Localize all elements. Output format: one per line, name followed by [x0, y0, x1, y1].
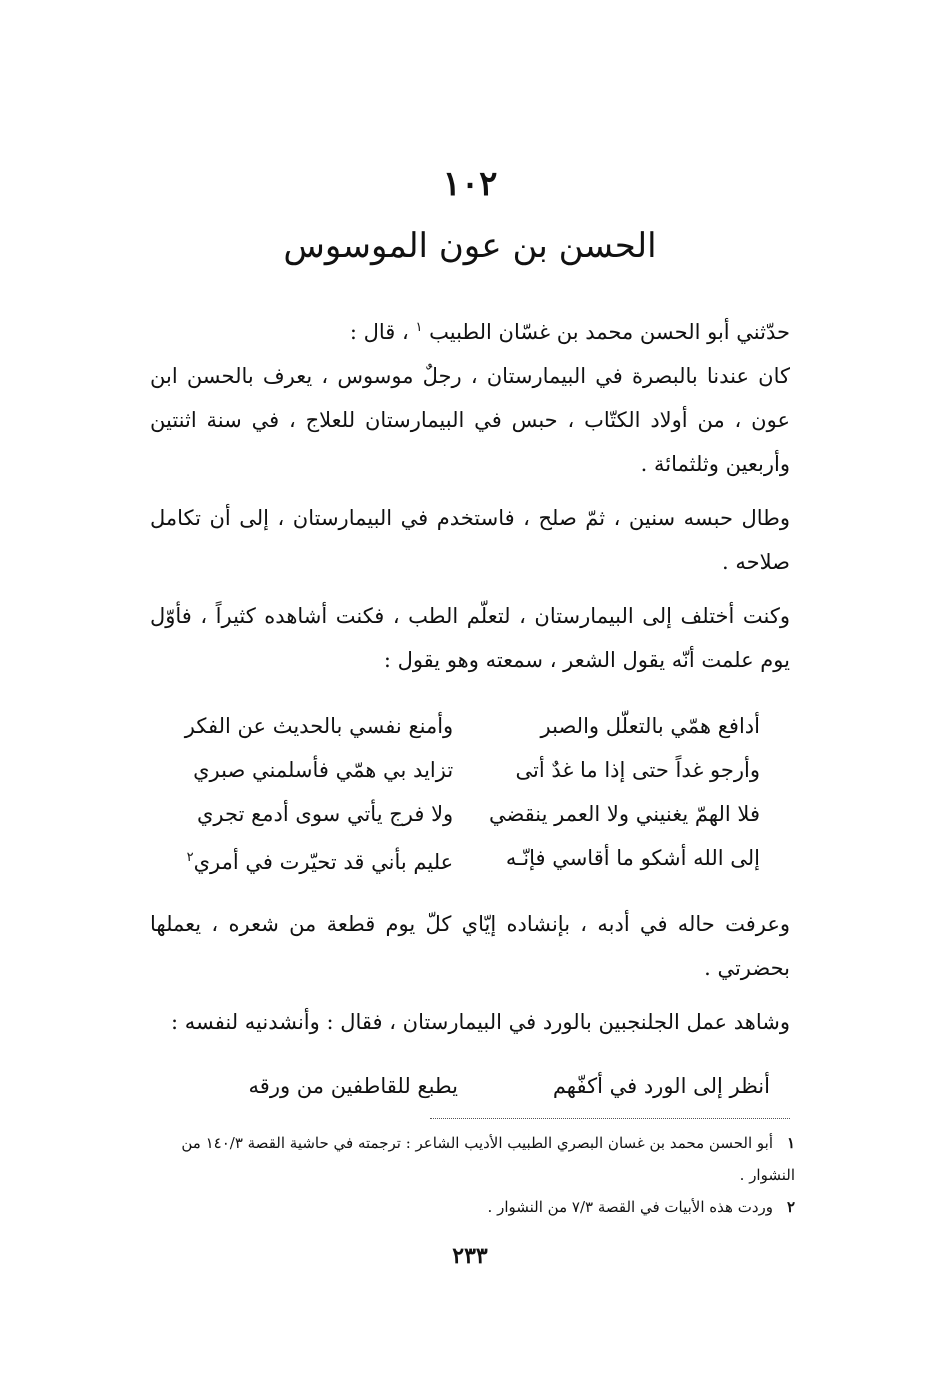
paragraph-1: كان عندنا بالبصرة في البيمارستان ، رجلٌ موسوس ، يعرف بالحسن ابن عون ، من أولاد الكتّاب ، حبس في البيمارستان للعلاج ، في سنة اثنتين وأربعين وثلثمائة .: [150, 364, 790, 476]
verse-4-second: عليم بأني قد تحيّرت في أمري: [193, 850, 454, 874]
verse-3-first: فلا الهمّ يغنيني ولا العمر ينقضي: [488, 802, 760, 826]
footnote-2-number: ٢: [786, 1198, 795, 1216]
single-verse: [170, 1064, 770, 1108]
verse-3: [170, 792, 760, 836]
footnote-1: [150, 1127, 795, 1191]
verse-5-first: أنظر إلى الورد في أكفّهم: [552, 1074, 770, 1098]
verse-2-second: تزايد بي همّي فأسلمني صبري: [193, 758, 454, 782]
book-page: [150, 160, 795, 1269]
intro-tail: ، قال :: [349, 320, 409, 344]
intro-paragraph: [150, 306, 790, 354]
verse-5-second: يطبع للقاطفين من ورقه: [248, 1074, 458, 1098]
verse-3-second: ولا فرج يأتي سوى أدمع تجري: [197, 802, 454, 826]
footnote-ref-2: ٢: [186, 850, 194, 865]
verse-1: [170, 704, 760, 748]
footnote-2-text: وردت هذه الأبيات في القصة ٧/٣ من النشوار .: [487, 1198, 773, 1216]
verse-2: [170, 748, 760, 792]
footnote-1-text: أبو الحسن محمد بن غسان البصري الطبيب الأديب الشاعر : ترجمته في حاشية القصة ١٤٠/٣ من النشوار .: [181, 1134, 795, 1184]
poem: [170, 704, 760, 880]
footnote-1-number: ١: [786, 1134, 795, 1152]
page-number: ٢٣٣: [452, 1243, 488, 1269]
verse-2-first: وأرجو غداً حتى إذا ما غدٌ أتى: [515, 758, 760, 782]
story-number: ١٠٢: [442, 164, 498, 204]
verse-5: [170, 1064, 770, 1108]
story-title: الحسن بن عون الموسوس: [283, 226, 657, 266]
verse-4-second-wrap: [170, 836, 453, 880]
paragraph-2: وطال حبسه سنين ، ثمّ صلح ، فاستخدم في البيمارستان ، إلى أن تكامل صلاحه .: [150, 506, 790, 574]
intro-text: حدّثني أبو الحسن محمد بن غسّان الطبيب: [429, 320, 790, 344]
paragraph-5: وشاهد عمل الجلنجبين بالورد في البيمارستان ، فقال : وأنشدنيه لنفسه :: [170, 1010, 790, 1034]
verse-1-first: أدافع همّي بالتعلّل والصبر: [540, 714, 760, 738]
paragraph-4: وعرفت حاله في أدبه ، بإنشاده إيّاي كلّ يوم قطعة من شعره ، يعملها بحضرتي .: [150, 912, 790, 980]
verse-4-first: إلى الله أشكو ما أقاسي فإنّـه: [505, 846, 760, 870]
footnote-divider: [430, 1118, 790, 1119]
paragraph-3: وكنت أختلف إلى البيمارستان ، لتعلّم الطب ، فكنت أشاهده كثيراً ، فأوّل يوم علمت أنّه يقول الشعر ، سمعته وهو يقول :: [150, 604, 790, 672]
verse-1-second: وأمنع نفسي بالحديث عن الفكر: [184, 714, 454, 738]
footnote-2: [150, 1191, 795, 1223]
footnotes: [150, 1127, 795, 1223]
footnote-ref-1: ١: [415, 320, 423, 335]
verse-4: [170, 836, 760, 880]
